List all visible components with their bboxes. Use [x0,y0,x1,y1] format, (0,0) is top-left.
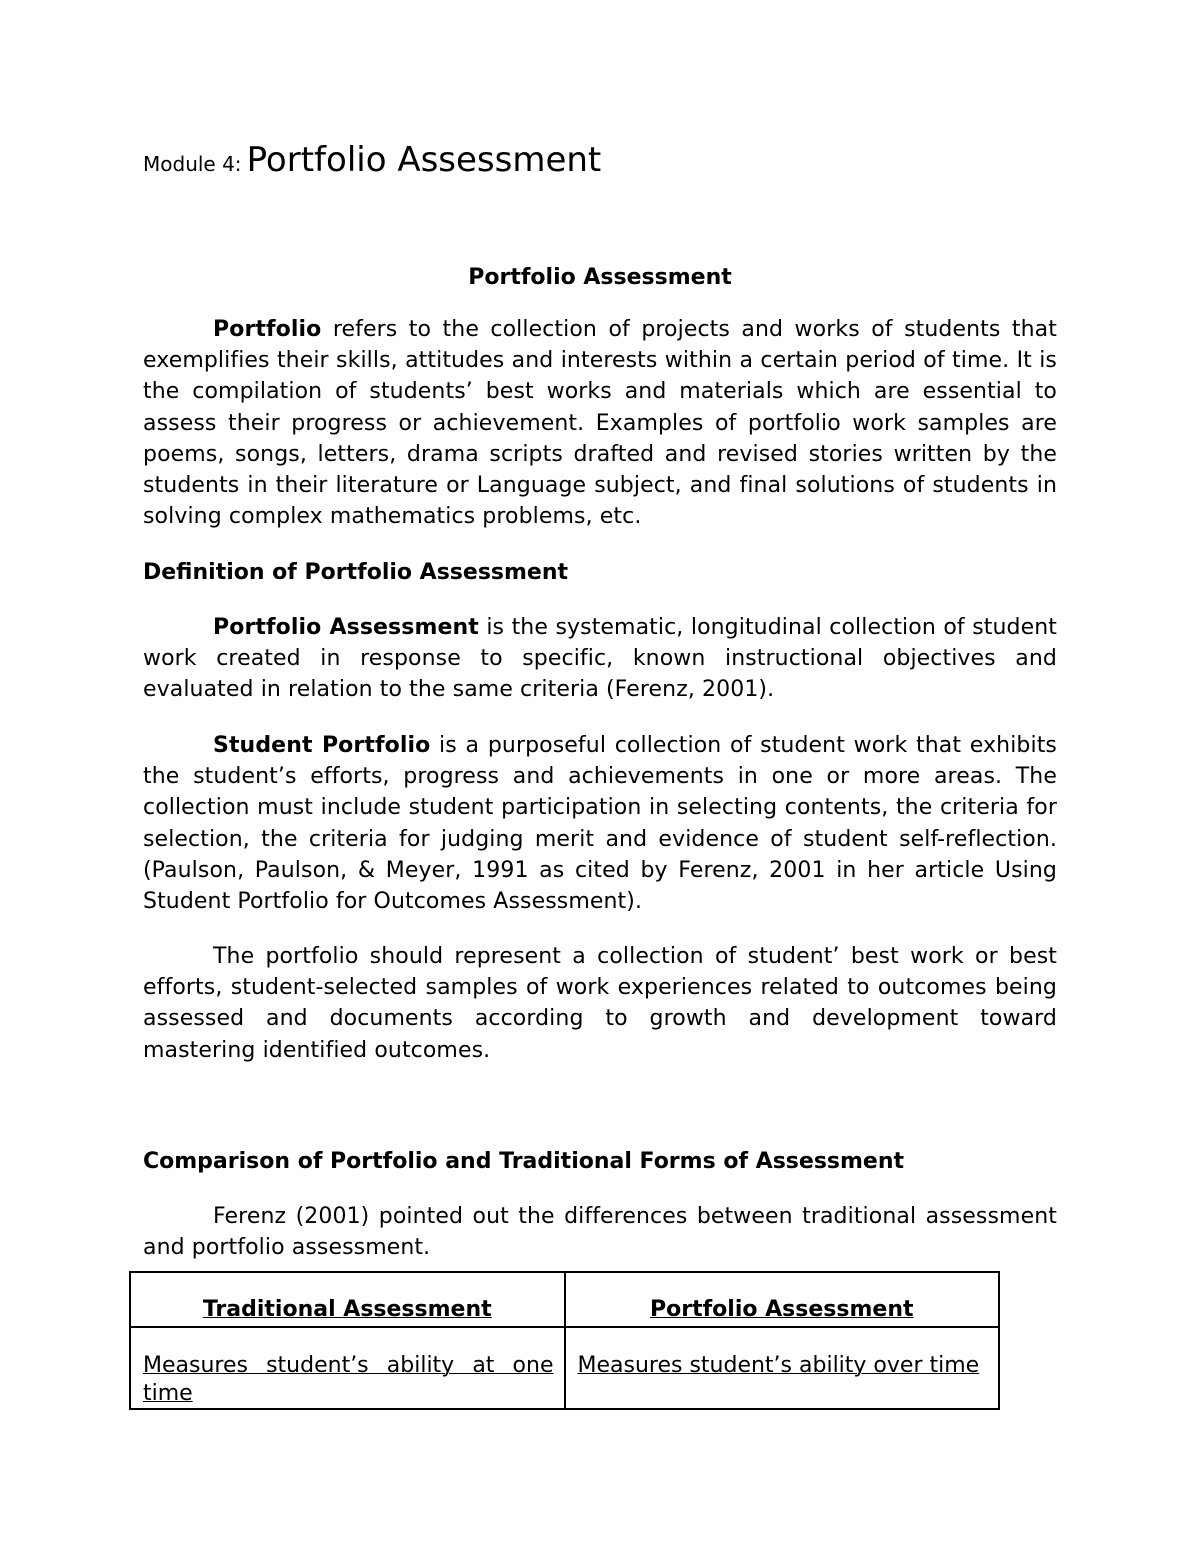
header-portfolio-label: Portfolio Assessment [650,1297,914,1322]
comparison-table [129,1271,1000,1410]
section-title: Portfolio Assessment [468,265,732,290]
table-cell-traditional [130,1327,565,1409]
definition-paragraph-3: The portfolio should represent a collection of student’ best work or best efforts, student-selected samples of work experiences related to outcomes being assessed and documents according to growth and development toward mastering identified outcomes. [143,944,1057,1063]
definition-paragraph-2 [143,730,1057,917]
intro-term: Portfolio [213,317,322,342]
definition-text-1: is the systematic, longitudinal collection of student work created in response to specific, known instructional objectives and evaluated in relation to the same criteria (Ferenz, 2001). [143,615,1057,703]
intro-paragraph [143,314,1057,532]
table-header-row [130,1272,999,1327]
comparison-heading: Comparison of Portfolio and Traditional Forms of Assessment [143,1149,905,1174]
table-header-traditional [130,1272,565,1327]
table-cell-portfolio [565,1327,1000,1409]
definition-heading: Definition of Portfolio Assessment [143,560,569,585]
header-traditional-label: Traditional Assessment [202,1297,492,1322]
module-label: Module 4: [143,152,242,176]
comparison-intro: Ferenz (2001) pointed out the differences between traditional assessment and portfolio assessment. [143,1204,1057,1261]
cell-portfolio-text: Measures student’s ability over time [577,1353,980,1378]
cell-traditional-text: Measures student’s ability at one time [143,1353,554,1406]
student-portfolio-term: Student Portfolio [213,733,431,758]
table-row [130,1327,999,1409]
table-header-portfolio [565,1272,1000,1327]
portfolio-assessment-term: Portfolio Assessment [213,615,479,640]
definition-text-2: is a purposeful collection of student work that exhibits the student’s efforts, progress and achievements in one or more areas. The collection must include student participation in selecting contents, the criteria for selection, the criteria for judging merit and evidence of student self-reflection. (Paulson, Paulson, & Meyer, 1991 as cited by Ferenz, 2001 in her article Using Student Portfolio for Outcomes Assessment). [143,733,1057,915]
definition-paragraph-1 [143,612,1057,706]
module-header [143,140,601,180]
intro-text: refers to the collection of projects and works of students that exemplifies their skills, attitudes and interests within a certain period of time. It is the compilation of students’ best works and materials which are essential to assess their progress or achievement. Examples of portfolio work samples are poems, songs, letters, drama scripts drafted and revised stories written by the students in their literature or Language subject, and final solutions of students in solving complex mathematics problems, etc. [143,317,1057,530]
module-title: Portfolio Assessment [246,140,602,180]
